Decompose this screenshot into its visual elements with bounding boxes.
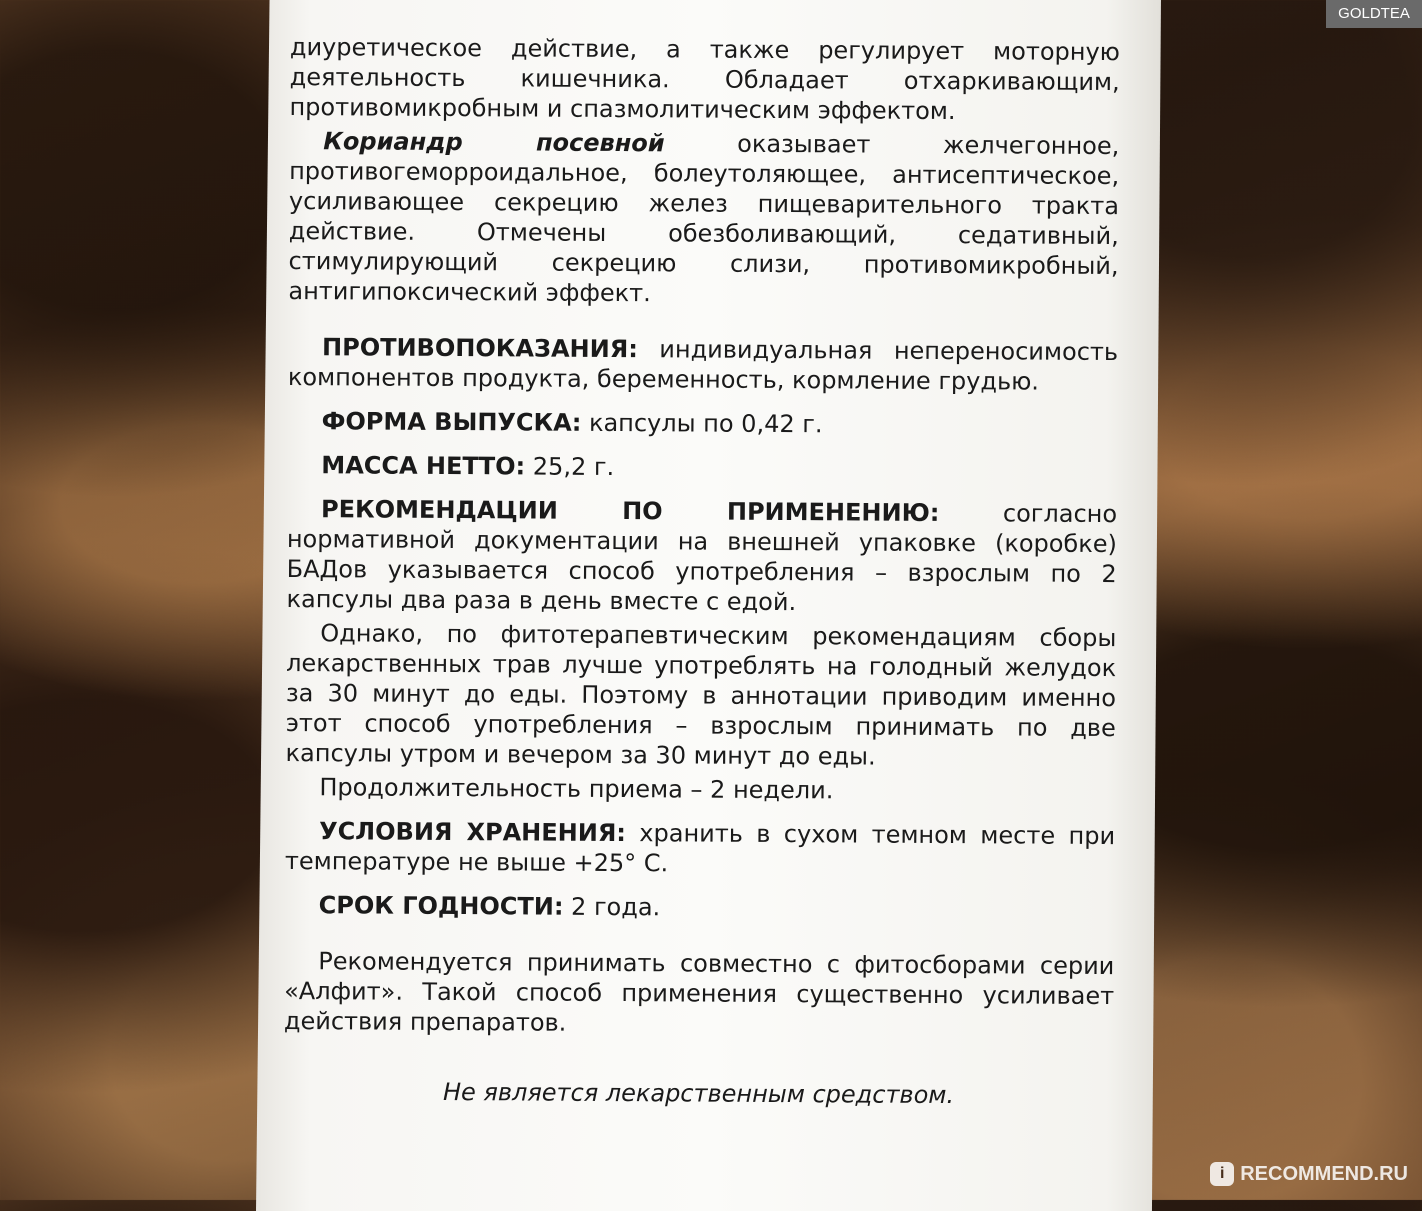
section-recommendations [286, 494, 1117, 619]
shelf-life-text: 2 года. [563, 892, 661, 922]
coriander-text: оказывает желчегонное, противогеморроидальное, болеутоляющее, антисептическое, усиливающее секрецию желез пищеварительного тракта действие. Отмечены обезболивающий, седативный, стимулирующий секрецию слизи, противомикробный, антигипоксический эффект. [288, 129, 1120, 308]
paragraph-duration: Продолжительность приема – 2 недели. [319, 773, 834, 805]
term-coriander: Кориандр посевной [323, 127, 665, 158]
leaflet-text [283, 32, 1120, 1111]
section-mass [287, 450, 1117, 485]
section-storage [285, 816, 1115, 881]
section-shelf-life [285, 890, 1115, 925]
heading-mass: МАССА НЕТТО: [321, 451, 526, 481]
paragraph-however: Однако, по фитотерапевтическим рекомендациям сборы лекарственных трав лучше употреблять на голодный желудок за 30 минут до еды. Поэтому в аннотации приводим именно этот способ употребления – взрослым принимать по две капсулы утром и вечером за 30 минут до еды. [285, 619, 1117, 771]
heading-storage: УСЛОВИЯ ХРАНЕНИЯ: [319, 817, 627, 848]
recommend-logo [1210, 1162, 1408, 1186]
mass-text: 25,2 г. [525, 452, 615, 481]
heading-recommendations: РЕКОМЕНДАЦИИ ПО ПРИМЕНЕНИЮ: [321, 495, 940, 527]
watermark-goldtea: GOLDTEA [1326, 0, 1422, 28]
heading-contraindications: ПРОТИВОПОКАЗАНИЯ: [321, 333, 638, 364]
paragraph-effects: диуретическое действие, а также регулирует моторную деятельность кишечника. Обладает отхаркивающим, противомикробным и спазмолитическим эффектом. [289, 32, 1120, 126]
contraindications-text: индивидуальная непереносимость компонентов продукта, беременность, кормление грудью. [287, 335, 1119, 396]
section-contraindications [288, 332, 1118, 397]
disclaimer: Не является лекарственным средством. [442, 1077, 955, 1110]
recommend-logo-text: RECOMMEND.RU [1240, 1162, 1408, 1185]
recommend-logo-icon: i [1210, 1162, 1234, 1186]
heading-form: ФОРМА ВЫПУСКА: [321, 407, 582, 437]
form-text: капсулы по 0,42 г. [581, 408, 823, 439]
section-form [288, 406, 1118, 441]
recommendations-text: согласно нормативной документации на внешней упаковке (коробке) БАДов указывается способ употребления – взрослым по 2 капсулы два раза в день вместе с едой. [286, 498, 1118, 617]
heading-shelf-life: СРОК ГОДНОСТИ: [318, 891, 564, 921]
storage-text: хранить в сухом темном месте при температуре не выше +25° С. [284, 819, 1116, 878]
paragraph-recommend-alfit: Рекомендуется принимать совместно с фитосборами серии «Алфит». Такой способ применения существенно усиливает действия препаратов. [283, 947, 1115, 1037]
paragraph-coriander [288, 126, 1119, 311]
